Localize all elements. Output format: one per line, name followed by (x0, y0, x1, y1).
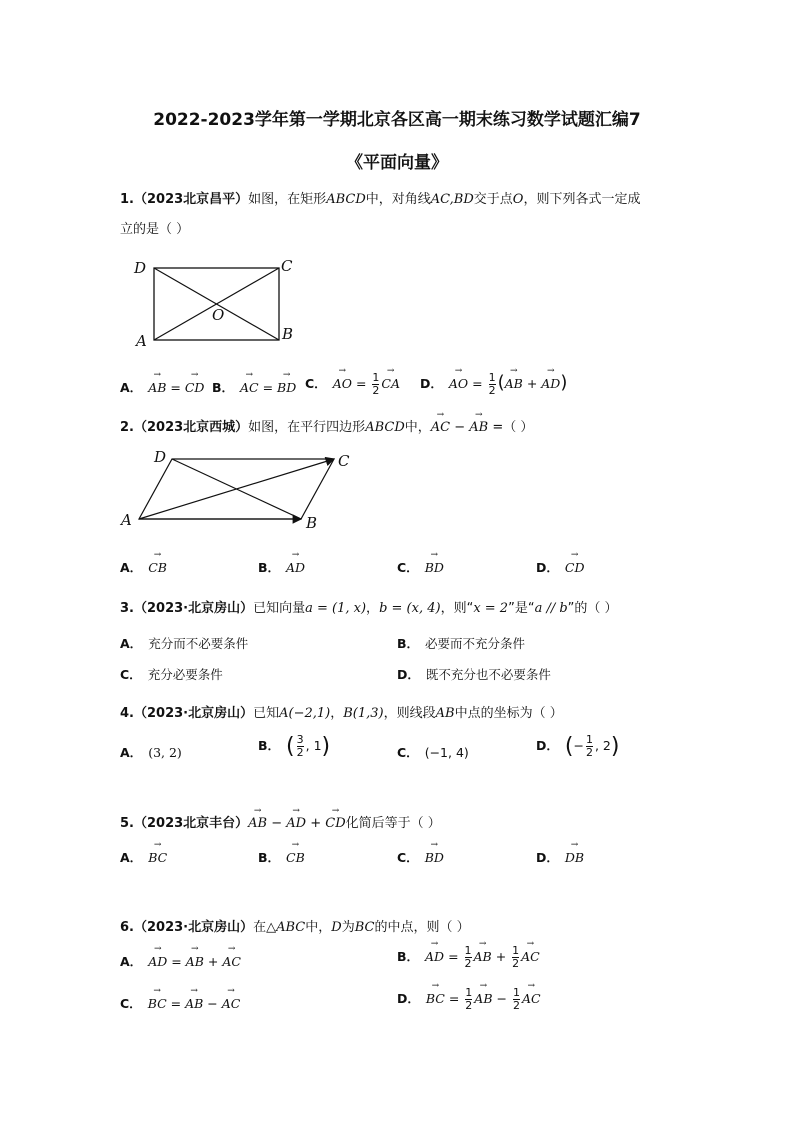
fraction (372, 372, 379, 397)
rectangle-figure (130, 255, 310, 350)
numerator: 3 (296, 733, 304, 746)
q4-option-d[interactable] (536, 734, 619, 759)
operator: − (450, 420, 470, 435)
math-term: ABCD (365, 420, 405, 435)
q5-option-d[interactable] (536, 848, 584, 866)
question-text: 的中点，则（ ） (374, 920, 470, 935)
numerator: 1 (585, 733, 593, 746)
option-label: C． (120, 996, 142, 1011)
numerator: 1 (512, 944, 520, 957)
vector: → AD (541, 376, 560, 391)
vector: → AO (449, 376, 468, 391)
option-label: B． (397, 636, 420, 651)
vector: → AD (286, 560, 305, 575)
question-text: 已知 (253, 706, 280, 721)
option-label: B． (397, 949, 420, 964)
q2-option-b[interactable] (258, 558, 305, 576)
fraction (513, 987, 520, 1012)
question-text: 交于点 (473, 192, 513, 207)
question-text: 为 (341, 920, 355, 935)
q3-option-c[interactable] (120, 665, 223, 683)
vector: → AC (240, 380, 259, 395)
fraction (489, 372, 496, 397)
option-label: D． (536, 560, 559, 575)
option-label: C． (397, 560, 419, 575)
option-text: 既不充分也不必要条件 (425, 667, 551, 682)
vector: → BC (148, 850, 167, 865)
question-number: 2. (120, 420, 134, 435)
question-text: 在 (253, 920, 267, 935)
option-text: 必要而不充分条件 (425, 636, 526, 651)
option-label: C． (120, 667, 142, 682)
q6-option-b[interactable] (397, 945, 540, 970)
numerator: 1 (465, 986, 473, 999)
option-label: D． (397, 991, 420, 1006)
paren-open: ( (286, 734, 295, 759)
vector: → BD (425, 560, 444, 575)
math-term: b = (x, 4) (379, 601, 441, 616)
diagonal-bd (172, 459, 301, 519)
option-label: B． (258, 560, 281, 575)
operator: + (306, 816, 326, 831)
question-text: 如图，在平行四边形 (248, 420, 366, 435)
operator: + (203, 954, 223, 969)
fraction (512, 945, 519, 970)
math-term: BC (354, 920, 375, 935)
math-term: a = (1, x) (305, 601, 367, 616)
question-source: （2023北京丰台） (133, 816, 249, 831)
q4-option-a[interactable] (120, 743, 182, 761)
vertex-label-c: C (281, 257, 293, 275)
q3-option-a[interactable] (120, 634, 248, 652)
question-text: ”是“ (508, 601, 535, 616)
operator: = (166, 380, 185, 395)
operator: = (468, 376, 487, 391)
question-3-stem (120, 597, 618, 616)
vector: → BD (425, 850, 444, 865)
q6-option-c[interactable] (120, 994, 240, 1012)
vector: → BD (277, 380, 296, 395)
fraction (586, 734, 593, 759)
math-term: x = 2 (473, 601, 509, 616)
question-text: 中，对角线 (365, 192, 431, 207)
operator: − (267, 816, 287, 831)
vector: → BC (148, 996, 167, 1011)
q3-option-b[interactable] (397, 634, 525, 652)
paren-close: ) (321, 734, 331, 759)
q2-option-d[interactable] (536, 558, 584, 576)
question-text: ，则“ (440, 601, 474, 616)
vector: → AB (505, 376, 523, 391)
question-1-stem (120, 188, 640, 207)
question-text: ， (330, 706, 344, 721)
vector: → CB (286, 850, 305, 865)
vector: → AC (521, 949, 540, 964)
option-label: A． (120, 380, 143, 395)
vector: → AD (148, 954, 167, 969)
question-2-stem (120, 416, 533, 435)
option-label: A． (120, 850, 143, 865)
option-label: A． (120, 560, 143, 575)
question-text: ，则下列各式一定成 (523, 192, 641, 207)
point-label-o: O (212, 306, 225, 324)
math-term: D (331, 920, 342, 935)
operator: = (166, 996, 186, 1011)
parallelogram-figure (118, 445, 358, 535)
fraction (465, 987, 472, 1012)
option-label: A． (120, 745, 143, 760)
vector: → AC (522, 991, 541, 1006)
document-title: 2022-2023学年第一学期北京各区高一期末练习数学试题汇编7 (153, 110, 641, 130)
vector: → CA (381, 376, 400, 391)
math-term: a // b (534, 601, 568, 616)
option-text: , 1 (305, 738, 322, 753)
operator: = (444, 991, 464, 1006)
vector: → DB (565, 850, 584, 865)
vertex-label-a: A (136, 332, 147, 350)
vertex-label-c: C (338, 452, 350, 470)
q5-option-c[interactable] (397, 848, 444, 866)
operator: = (167, 954, 186, 969)
vector: → AD (425, 949, 444, 964)
operator: + (522, 376, 542, 391)
denominator: 2 (488, 384, 496, 397)
vector: → AO (333, 376, 352, 391)
q1-option-d[interactable] (420, 372, 567, 397)
math-term: AC,BD (430, 192, 474, 207)
question-source: （2023北京西城） (133, 420, 249, 435)
vector: → BC (426, 991, 445, 1006)
operator: = (351, 376, 371, 391)
question-text: =（ ） (488, 420, 534, 435)
question-number: 1. (120, 192, 134, 207)
option-label: C． (305, 376, 327, 391)
option-label: D． (420, 376, 443, 391)
vector: → AB (474, 991, 492, 1006)
question-source: （2023北京昌平） (133, 192, 249, 207)
vector: → AB (186, 954, 204, 969)
question-text: 已知向量 (253, 601, 306, 616)
operator: − (573, 738, 584, 753)
question-text: 中点的坐标为（ ） (454, 706, 563, 721)
paren-open: ( (564, 734, 574, 759)
q1-option-c[interactable] (305, 372, 400, 397)
option-text: (3, 2) (148, 745, 182, 760)
option-text: 充分必要条件 (147, 667, 223, 682)
question-text: ， (366, 601, 380, 616)
vector: → AB (469, 420, 488, 435)
vertex-label-a: A (121, 511, 132, 529)
denominator: 2 (296, 746, 304, 759)
operator: = (444, 949, 463, 964)
question-text: 化简后等于（ ） (345, 816, 441, 831)
document-subtitle: 《平面向量》 (346, 153, 448, 173)
question-text: 中， (404, 420, 431, 435)
q1-option-a[interactable] (120, 378, 204, 396)
numerator: 1 (372, 371, 380, 384)
fraction (465, 945, 472, 970)
vector: → AC (431, 420, 450, 435)
vector: → AD (286, 816, 306, 831)
math-term: △ABC (266, 920, 306, 935)
vector: → AC (222, 954, 241, 969)
numerator: 1 (488, 371, 496, 384)
numerator: 1 (512, 986, 520, 999)
option-text: (−1, 4) (424, 745, 469, 760)
math-term: B(1,3) (343, 706, 384, 721)
vertex-label-b: B (306, 514, 318, 532)
question-source: （2023·北京房山） (133, 706, 254, 721)
question-source: （2023·北京房山） (133, 920, 254, 935)
paren-close: ) (560, 372, 568, 393)
question-number: 3. (120, 601, 134, 616)
vector: → CB (148, 560, 167, 575)
denominator: 2 (464, 957, 472, 970)
vector: → CD (565, 560, 585, 575)
q2-option-c[interactable] (397, 558, 444, 576)
denominator: 2 (585, 746, 593, 759)
option-label: C． (397, 745, 419, 760)
paren-open: ( (497, 372, 505, 393)
option-label: A． (120, 636, 143, 651)
vector: → AB (185, 996, 203, 1011)
option-label: B． (212, 380, 235, 395)
option-label: B． (258, 850, 281, 865)
denominator: 2 (372, 384, 380, 397)
math-term: O (512, 192, 524, 207)
paren-close: ) (610, 734, 620, 759)
math-term: ABCD (326, 192, 366, 207)
question-number: 5. (120, 816, 134, 831)
fraction (297, 734, 304, 759)
vector: → AC (222, 996, 241, 1011)
question-1-stem-line2: 立的是（ ） (120, 222, 190, 237)
vector: → AB (248, 816, 267, 831)
operator: − (492, 991, 511, 1006)
question-number: 4. (120, 706, 134, 721)
denominator: 2 (512, 999, 520, 1012)
math-term: A(−2,1) (279, 706, 331, 721)
operator: − (203, 996, 222, 1011)
option-label: C． (397, 850, 419, 865)
denominator: 2 (512, 957, 520, 970)
question-6-stem (120, 916, 470, 935)
question-5-stem (120, 812, 441, 831)
question-number: 6. (120, 920, 134, 935)
vector: → CD (185, 380, 205, 395)
q6-option-d[interactable] (397, 987, 541, 1012)
question-text: ，则线段 (383, 706, 436, 721)
q2-option-a[interactable] (120, 558, 167, 576)
vector: → CD (325, 816, 345, 831)
option-text: , 2 (594, 738, 611, 753)
question-4-stem (120, 702, 563, 721)
question-text: 如图，在矩形 (248, 192, 327, 207)
q3-option-d[interactable] (397, 665, 551, 683)
denominator: 2 (465, 999, 473, 1012)
numerator: 1 (464, 944, 472, 957)
vertex-label-b: B (282, 325, 294, 343)
question-source: （2023·北京房山） (133, 601, 254, 616)
q1-option-b[interactable] (212, 378, 296, 396)
option-label: B． (258, 738, 281, 753)
option-label: D． (536, 738, 559, 753)
math-term: AB (435, 706, 455, 721)
question-text: 中， (305, 920, 332, 935)
q4-option-c[interactable] (397, 743, 469, 761)
option-label: A． (120, 954, 143, 969)
vector: → AB (474, 949, 492, 964)
q6-option-a[interactable] (120, 952, 241, 970)
question-text: ”的（ ） (567, 601, 618, 616)
vector: → AB (148, 380, 166, 395)
option-text: 充分而不必要条件 (148, 636, 249, 651)
operator: + (491, 949, 511, 964)
option-label: D． (397, 667, 420, 682)
vertex-label-d: D (154, 448, 167, 466)
vertex-label-d: D (134, 259, 147, 277)
q4-option-b[interactable] (258, 734, 330, 759)
q5-option-a[interactable] (120, 848, 167, 866)
q5-option-b[interactable] (258, 848, 305, 866)
option-label: D． (536, 850, 559, 865)
operator: = (258, 380, 278, 395)
